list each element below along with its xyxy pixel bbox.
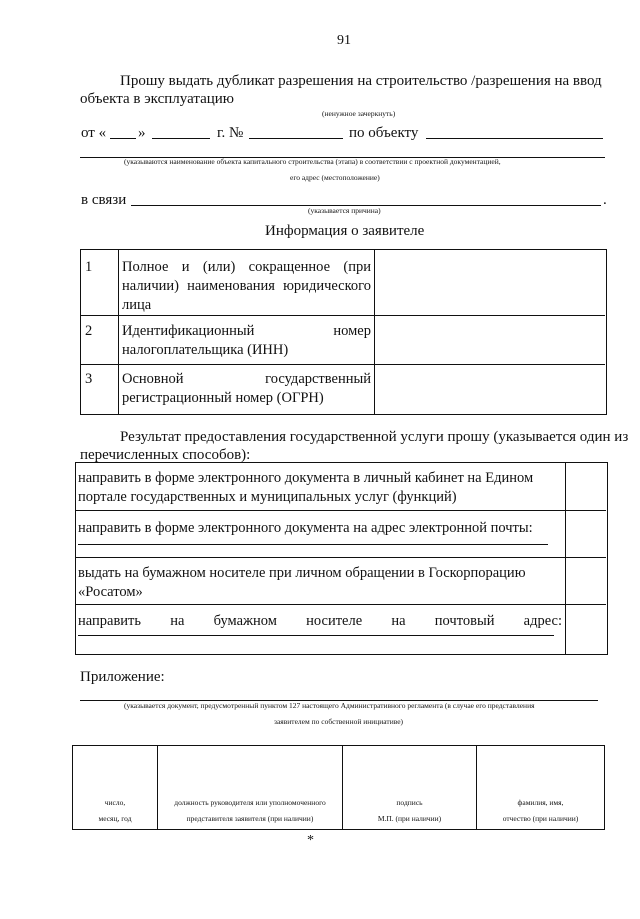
col-signature-caption-1: подпись (396, 798, 423, 807)
inn-value[interactable] (378, 318, 603, 362)
signature-field[interactable] (343, 746, 476, 791)
reason-label: в связи (81, 192, 127, 208)
row-label: Полное и (или) сокращенное (при наличии) наименования юридического лица (122, 259, 371, 313)
result-options-table (75, 462, 608, 655)
col-date-caption-1: число, (104, 798, 126, 807)
option-email-line-1: направить в форме электронного документа на адрес электронной почты: (78, 520, 533, 536)
row-label: Идентификационный номер налогоплательщика (ИНН) (122, 323, 371, 358)
object-note-2: его адрес (местоположение) (290, 173, 380, 182)
row-number: 3 (85, 371, 93, 387)
position-field[interactable] (158, 746, 342, 791)
option-paper-rosatom-line-1: выдать на бумажном носителе при личном обращении в Госкорпорацию (78, 565, 526, 581)
signature-table (72, 745, 605, 830)
applicant-heading: Информация о заявителе (265, 223, 425, 239)
attachment-note-1: (указывается документ, предусмотренный пунктом 127 настоящего Административного регламента (в случае его представления (124, 701, 535, 710)
date-day-field[interactable] (110, 138, 136, 139)
reason-note: (указывается причина) (308, 206, 381, 215)
fullname-field[interactable] (477, 746, 604, 791)
option-paper-rosatom-line-2: «Росатом» (78, 584, 143, 600)
request-line-2: объекта в эксплуатацию (80, 91, 234, 107)
option-epgu-line-2: портале государственных и муниципальных услуг (функций) (78, 489, 457, 505)
row-number: 1 (85, 259, 93, 275)
row-label: Основной государственный регистрационный номер (ОГРН) (122, 371, 371, 406)
option-epgu-checkbox[interactable] (566, 463, 606, 510)
year-number-label: г. № (217, 125, 244, 141)
option-paper-rosatom-checkbox[interactable] (566, 557, 606, 604)
request-line-1: Прошу выдать дубликат разрешения на строительство /разрешения на ввод (120, 73, 602, 89)
col-signature-caption-2: М.П. (при наличии) (377, 814, 442, 823)
email-address-field[interactable] (78, 544, 548, 545)
attachment-label: Приложение: (80, 669, 165, 685)
result-intro-1: Результат предоставления государственной услуги прошу (указывается один из (120, 429, 629, 445)
option-postal-line-1: направить на бумажном носителе на почтовый адрес: (78, 613, 562, 629)
col-fullname-caption-2: отчество (при наличии) (502, 814, 579, 823)
attachment-note-2: заявителем по собственной инициативе) (274, 717, 404, 726)
reason-end: . (603, 192, 607, 208)
object-note-1: (указываются наименование объекта капитального строительства (этапа) в соответствии с проектной документацией, (124, 157, 501, 166)
option-postal-checkbox[interactable] (566, 604, 606, 654)
object-label: по объекту (349, 125, 419, 141)
col-date-caption-2: месяц, год (98, 814, 132, 823)
date-signature-field[interactable] (73, 746, 157, 791)
legal-name-value[interactable] (378, 258, 603, 314)
col-position-caption-2: представителя заявителя (при наличии) (186, 814, 314, 823)
postal-address-field[interactable] (78, 635, 554, 636)
date-from-label: от « (81, 125, 107, 141)
applicant-table (80, 249, 607, 415)
strike-note: (ненужное зачеркнуть) (322, 109, 396, 118)
option-email-checkbox[interactable] (566, 510, 606, 557)
page-number: 91 (337, 33, 351, 48)
result-intro-2: перечисленных способов): (80, 447, 251, 463)
date-mid-quote: » (138, 125, 146, 141)
footer-asterisk: * (307, 833, 314, 848)
ogrn-value[interactable] (378, 367, 603, 411)
col-position-caption-1: должность руководителя или уполномоченного (174, 798, 326, 807)
object-field[interactable] (426, 138, 603, 139)
date-month-field[interactable] (152, 138, 210, 139)
permit-number-field[interactable] (249, 138, 343, 139)
row-number: 2 (85, 323, 93, 339)
option-epgu-line-1: направить в форме электронного документа в личный кабинет на Едином (78, 470, 534, 486)
col-fullname-caption-1: фамилия, имя, (517, 798, 564, 807)
